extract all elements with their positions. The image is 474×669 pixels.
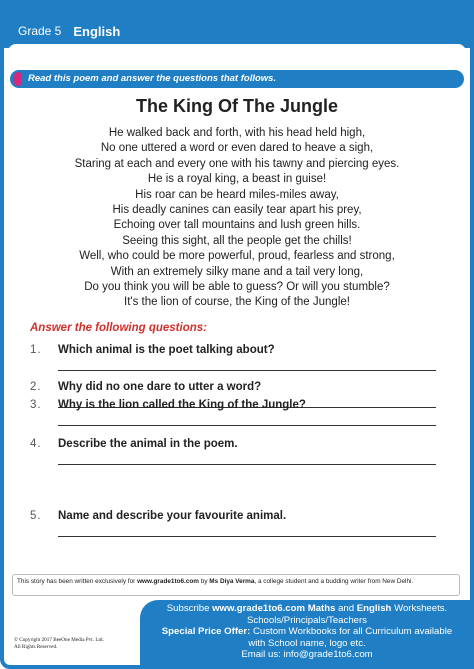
question-text: Why is the lion called the King of the Jungle? bbox=[58, 399, 306, 411]
poem-line: Echoing over tall mountains and lush green hills. bbox=[113, 219, 361, 232]
footer-text bbox=[140, 603, 474, 661]
poem-line: His deadly canines can easily tear apart his prey, bbox=[112, 204, 362, 217]
header-divider bbox=[8, 44, 466, 56]
answer-line[interactable] bbox=[58, 370, 436, 371]
answer-line[interactable] bbox=[58, 536, 436, 537]
question-text: Name and describe your favourite animal. bbox=[58, 510, 287, 522]
poem-line: No one uttered a word or even dared to heave a sigh, bbox=[100, 142, 374, 155]
footer-english: English bbox=[356, 603, 392, 614]
grade-tab bbox=[8, 20, 130, 42]
question-text: Describe the animal in the poem. bbox=[58, 438, 238, 450]
copyright bbox=[14, 637, 104, 651]
question-number: 1. bbox=[30, 344, 42, 356]
credit-note bbox=[12, 574, 460, 596]
copyright-line-2: All Rights Reserved. bbox=[14, 644, 58, 650]
footer-subscribe: Subscribe bbox=[166, 603, 213, 614]
question-number: 2. bbox=[30, 381, 42, 393]
question-text: Which animal is the poet talking about? bbox=[58, 344, 275, 356]
credit-prefix: This story has been written exclusively for bbox=[17, 578, 138, 585]
footer-worksheets: Worksheets. bbox=[391, 603, 448, 614]
question-text: Why did no one dare to utter a word? bbox=[58, 381, 262, 393]
poem-line: With an extremely silky mane and a tail very long, bbox=[110, 265, 364, 278]
question-number: 4. bbox=[30, 438, 42, 450]
footer-line-2: Schools/Principals/Teachers bbox=[247, 614, 367, 626]
grade-label: Grade 5 bbox=[18, 24, 62, 38]
footer-line-4: with School name, logo etc. bbox=[248, 637, 366, 649]
footer-and: and bbox=[335, 603, 357, 614]
poem-line: He walked back and forth, with his head held high, bbox=[108, 127, 366, 139]
subject-label: English bbox=[73, 23, 121, 39]
footer-line-3 bbox=[140, 626, 474, 638]
footer-offer-label: Special Price Offer: bbox=[161, 626, 251, 638]
poem-line: Well, who could be more powerful, proud, fearless and strong, bbox=[79, 250, 395, 263]
poem-line: He is a royal king, a beast in guise! bbox=[147, 173, 327, 186]
instruction-pill-marker bbox=[14, 72, 22, 86]
instruction-text: Read this poem and answer the questions that follows. bbox=[28, 73, 277, 84]
footer-line-1 bbox=[140, 603, 474, 615]
poem-title: The King Of The Jungle bbox=[136, 96, 338, 116]
footer-email[interactable]: Email us: info@grade1to6.com bbox=[241, 649, 373, 661]
credit-by: by bbox=[198, 578, 210, 585]
copyright-line-1: © Copyright 2017 BeeOne Media Pvt. Ltd. bbox=[14, 637, 104, 643]
credit-site-link[interactable]: www.grade1to6.com bbox=[137, 578, 199, 585]
question-number: 3. bbox=[30, 399, 42, 411]
answer-line[interactable] bbox=[58, 425, 436, 426]
poem-line: Seeing this sight, all the people get the chills! bbox=[122, 234, 352, 247]
answer-line[interactable] bbox=[58, 464, 436, 465]
credit-author: Ms Diya Verma bbox=[209, 578, 255, 585]
poem-body bbox=[0, 126, 474, 311]
question-number: 5. bbox=[30, 510, 42, 522]
footer-site-link[interactable]: www.grade1to6.com Maths bbox=[212, 603, 336, 614]
poem-line: It's the lion of course, the King of the Jungle! bbox=[124, 296, 350, 309]
questions-heading: Answer the following questions: bbox=[30, 322, 207, 334]
footer-offer-text: Custom Workbooks for all Curriculum available bbox=[250, 626, 453, 638]
credit-suffix: , a college student and a budding writer from New Delhi. bbox=[254, 578, 414, 585]
poem-line: Staring at each and every one with his tawny and piercing eyes. bbox=[74, 157, 400, 170]
poem-line: Do you think you will be able to guess? Or will you stumble? bbox=[84, 281, 390, 294]
poem-line: His roar can be heard miles-miles away, bbox=[135, 188, 339, 201]
